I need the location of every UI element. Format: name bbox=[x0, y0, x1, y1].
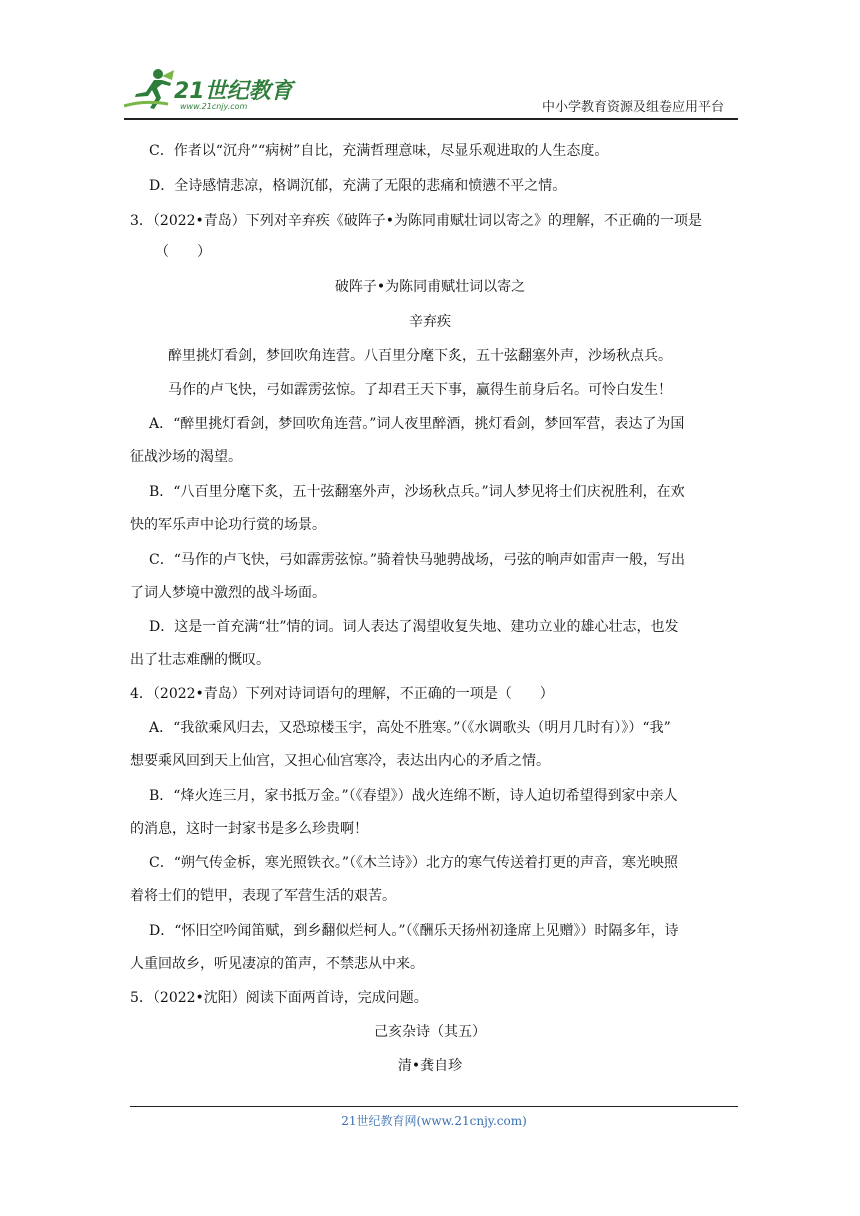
q2-option-d: D．全诗感情悲凉，格调沉郁，充满了无限的悲痛和愤懑不平之情。 bbox=[149, 178, 567, 194]
q4-option-d-cont: 人重回故乡，听见凄凉的笛声，不禁悲从中来。 bbox=[130, 956, 424, 972]
q3-answer-paren: （ ） bbox=[155, 244, 211, 260]
q5-poem-title: 己亥杂诗（其五） bbox=[374, 1024, 486, 1040]
q4-stem: 4．（2022•青岛）下列对诗词语句的理解，不正确的一项是（ ） bbox=[130, 686, 554, 702]
q4-option-b: B．“烽火连三月，家书抵万金。”（《春望》）战火连绵不断，诗人迫切希望得到家中亲人 bbox=[149, 788, 678, 804]
footer-link[interactable]: 21世纪教育网(www.21cnjy.com) bbox=[341, 1114, 527, 1128]
q4-option-c: C．“朔气传金柝，寒光照铁衣。”（《木兰诗》）北方的寒气传送着打更的声音，寒光映照 bbox=[149, 855, 679, 871]
q3-poem-line: 醉里挑灯看剑，梦回吹角连营。八百里分麾下炙，五十弦翻塞外声，沙场秋点兵。 bbox=[168, 348, 672, 364]
q4-option-d: D．“怀旧空吟闻笛赋，到乡翻似烂柯人。”（《酬乐天扬州初逢席上见赠》）时隔多年，诗 bbox=[149, 923, 679, 939]
q3-stem: 3．（2022•青岛）下列对辛弃疾《破阵子•为陈同甫赋壮词以寄之》的理解，不正确的一项是 bbox=[130, 213, 703, 229]
runner-logo-icon bbox=[124, 66, 176, 112]
q4-option-a-cont: 想要乘风回到天上仙宫，又担心仙宫寒冷，表达出内心的矛盾之情。 bbox=[130, 753, 550, 769]
q3-option-a-cont: 征战沙场的渴望。 bbox=[130, 449, 242, 465]
q3-poem-author: 辛弃疾 bbox=[409, 314, 451, 330]
q4-option-c-cont: 着将士们的铠甲，表现了军营生活的艰苦。 bbox=[130, 888, 396, 904]
q3-option-c-cont: 了词人梦境中激烈的战斗场面。 bbox=[130, 585, 326, 601]
q3-poem-title: 破阵子•为陈同甫赋壮词以寄之 bbox=[334, 279, 526, 295]
q3-option-b-cont: 快的军乐声中论功行赏的场景。 bbox=[130, 517, 326, 533]
q5-poem-author: 清•龚自珍 bbox=[397, 1058, 463, 1074]
platform-name: 中小学教育资源及组卷应用平台 bbox=[541, 100, 724, 115]
site-logo bbox=[124, 66, 294, 116]
q4-option-b-cont: 的消息，这时一封家书是多么珍贵啊！ bbox=[130, 821, 368, 837]
q3-option-a: A．“醉里挑灯看剑，梦回吹角连营。”词人夜里醉酒，挑灯看剑，梦回军营，表达了为国 bbox=[149, 416, 685, 432]
q3-option-c: C．“马作的卢飞快，弓如霹雳弦惊。”骑着快马驰骋战场，弓弦的响声如雷声一般，写出 bbox=[149, 552, 686, 568]
header-divider bbox=[124, 118, 738, 120]
logo-url: www.21cnjy.com bbox=[180, 102, 248, 111]
logo-title: 21世纪教育 bbox=[174, 79, 293, 104]
page-header bbox=[124, 62, 738, 120]
q5-stem: 5．（2022•沈阳）阅读下面两首诗，完成问题。 bbox=[130, 990, 428, 1006]
q3-poem-line: 马作的卢飞快，弓如霹雳弦惊。了却君王天下事，赢得生前身后名。可怜白发生！ bbox=[168, 382, 672, 398]
q3-option-d-cont: 出了壮志难酬的慨叹。 bbox=[130, 652, 270, 668]
q3-option-b: B．“八百里分麾下炙，五十弦翻塞外声，沙场秋点兵。”词人梦见将士们庆祝胜利，在欢 bbox=[149, 484, 685, 500]
q4-option-a: A．“我欲乘风归去，又恐琼楼玉宇，高处不胜寒。”（《水调歌头（明月几时有）》）“我” bbox=[149, 720, 671, 736]
q3-option-d: D．这是一首充满“壮”情的词。词人表达了渴望收复失地、建功立业的雄心壮志，也发 bbox=[149, 619, 679, 635]
footer-divider bbox=[130, 1106, 738, 1107]
q2-option-c: C．作者以“沉舟”“病树”自比，充满哲理意味，尽显乐观进取的人生态度。 bbox=[149, 143, 609, 159]
